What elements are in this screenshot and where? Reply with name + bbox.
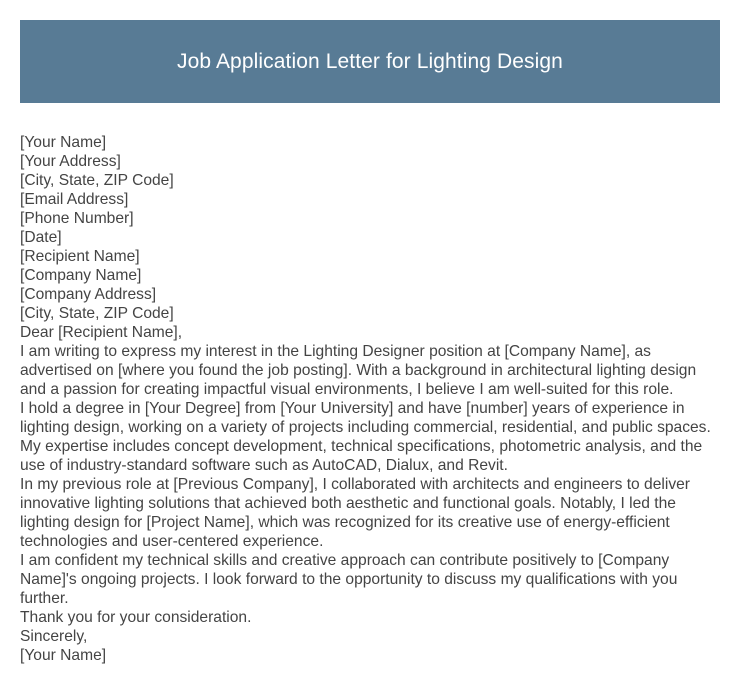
recipient-company-address: [Company Address] <box>20 286 157 303</box>
signature: [Your Name] <box>20 647 107 664</box>
paragraph-education: I hold a degree in [Your Degree] from [Your University] and have [number] years of experience in lighting design, working on a variety of projects including commercial, residential, and public spaces. My expertise includes concept development, technical specifications, photometric analysis, and the use of industry-standard software such as AutoCAD, Dialux, and Revit. <box>20 400 711 474</box>
page-title: Job Application Letter for Lighting Design <box>177 49 563 73</box>
sender-name: [Your Name] <box>20 134 107 151</box>
sender-email: [Email Address] <box>20 191 129 208</box>
sender-address: [Your Address] <box>20 153 121 170</box>
sender-city-state-zip: [City, State, ZIP Code] <box>20 172 174 189</box>
paragraph-intro: I am writing to express my interest in the Lighting Designer position at [Company Name], as advertised on [where you found the job posting]. With a background in architectural lighting design and a passion for creating impactful visual environments, I believe I am well-suited for this role. <box>20 343 697 398</box>
recipient-name: [Recipient Name] <box>20 248 140 265</box>
paragraph-thanks: Thank you for your consideration. <box>20 609 252 626</box>
sender-phone: [Phone Number] <box>20 210 134 227</box>
page-header <box>20 20 720 103</box>
recipient-company: [Company Name] <box>20 267 142 284</box>
letter-date: [Date] <box>20 229 62 246</box>
letter-body <box>20 133 725 665</box>
paragraph-conclusion: I am confident my technical skills and creative approach can contribute positively to [Company Name]'s ongoing projects. I look forward to the opportunity to discuss my qualifications with you further. <box>20 552 678 607</box>
closing: Sincerely, <box>20 628 88 645</box>
salutation: Dear [Recipient Name], <box>20 324 183 341</box>
paragraph-experience: In my previous role at [Previous Company], I collaborated with architects and engineers to deliver innovative lighting solutions that achieved both aesthetic and functional goals. Notably, I led the lighting design for [Project Name], which was recognized for its creative use of energy-efficient technologies and user-centered experience. <box>20 476 690 550</box>
recipient-city-state-zip: [City, State, ZIP Code] <box>20 305 174 322</box>
